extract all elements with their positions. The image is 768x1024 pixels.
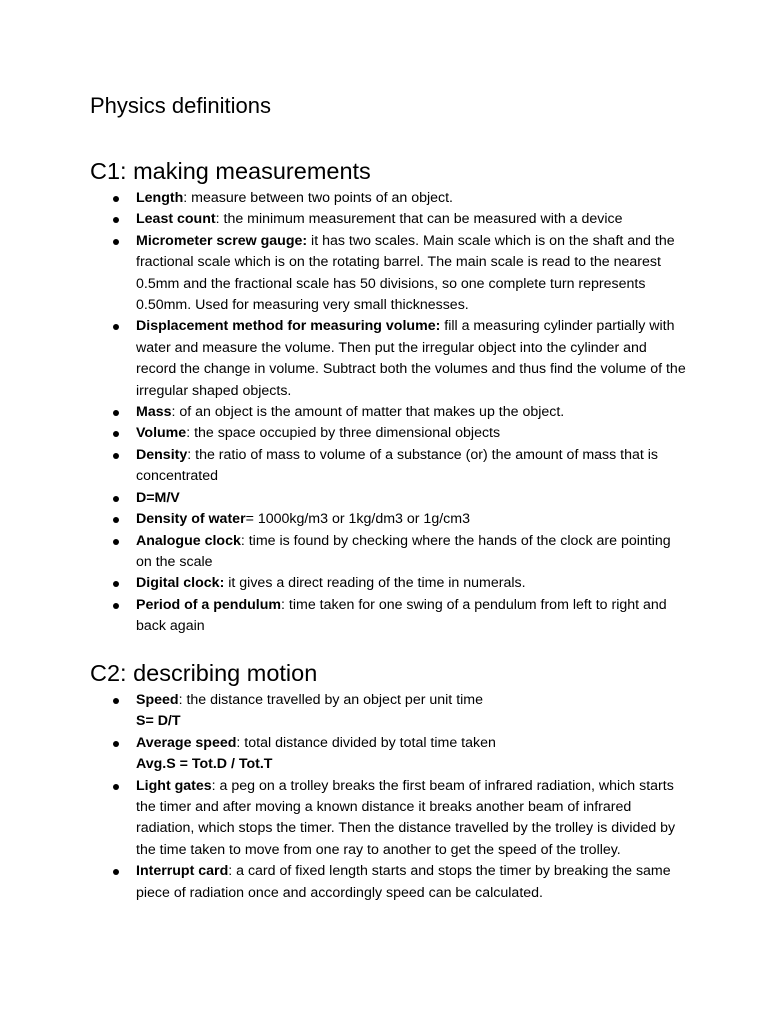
definition-list <box>90 188 690 638</box>
definition-text: : measure between two points of an object. <box>183 190 454 206</box>
definition-term: Displacement method for measuring volume: <box>136 318 441 335</box>
bullet-icon <box>113 698 119 704</box>
list-item <box>90 531 690 574</box>
definition-text: : the distance travelled by an object per unit time <box>178 692 483 708</box>
definition-text: = 1000kg/m3 or 1kg/dm3 or 1g/cm3 <box>245 511 470 528</box>
definition-term: Length <box>136 190 184 206</box>
bullet-icon <box>113 217 119 223</box>
definition-term: Density of water <box>136 511 246 528</box>
definition-text: : time is found by checking where the hands of the clock are pointing on the scale <box>136 532 671 570</box>
bullet-icon <box>113 539 119 545</box>
list-item <box>90 776 690 862</box>
definition-text: : the minimum measurement that can be measured with a device <box>215 211 623 228</box>
list-item <box>90 690 690 733</box>
bullet-icon <box>113 517 119 523</box>
bullet-icon <box>113 741 119 747</box>
bullet-icon <box>113 496 119 502</box>
list-item <box>90 445 690 488</box>
list-item <box>90 209 690 230</box>
definition-term: Interrupt card <box>136 863 229 880</box>
list-item <box>90 509 690 530</box>
bullet-icon <box>113 869 119 875</box>
bullet-icon <box>113 453 119 459</box>
definition-term: Average speed <box>136 734 237 751</box>
document-title: Physics definitions <box>90 93 271 118</box>
bullet-icon <box>113 196 119 202</box>
definition-text: : of an object is the amount of matter that makes up the object. <box>171 404 565 421</box>
definition-term: Light gates <box>136 777 212 794</box>
list-item <box>90 423 690 444</box>
definition-term: Density <box>136 446 188 463</box>
list-item <box>90 595 690 638</box>
definition-term: Analogue clock <box>136 532 241 549</box>
bullet-icon <box>113 410 119 416</box>
definition-text: it gives a direct reading of the time in numerals. <box>224 575 526 592</box>
list-item <box>90 402 690 423</box>
list-item <box>90 316 690 402</box>
definition-text: : a peg on a trolley breaks the first beam of infrared radiation, which starts the timer and after moving a known distance it breaks another beam of infrared radiation, which stops the timer. Then the distance travelled by the trolley is divided by the time taken to move from one ray to another to get the speed of the trolley. <box>136 777 676 858</box>
definition-term: Volume <box>136 425 187 442</box>
definition-text: fill a measuring cylinder partially with water and measure the volume. Then put the irregular object into the cylinder and record the change in volume. Subtract both the volumes and thus find the volume of the irregular shaped objects. <box>136 318 686 399</box>
definition-term: Mass <box>136 404 172 421</box>
bullet-icon <box>113 239 119 245</box>
section-c2-describing-motion <box>90 658 690 904</box>
list-item <box>90 231 690 317</box>
bullet-icon <box>113 324 119 330</box>
section-heading: C1: making measurements <box>90 158 371 184</box>
formula: S= D/T <box>136 713 181 730</box>
definition-list <box>90 690 690 904</box>
list-item <box>90 573 690 594</box>
definition-text: : a card of fixed length starts and stops the timer by breaking the same piece of radiation once and accordingly speed can be calculated. <box>136 863 671 901</box>
definition-text: : the ratio of mass to volume of a substance (or) the amount of mass that is concentrated <box>136 446 659 485</box>
definition-term: Digital clock: <box>136 575 225 592</box>
list-item <box>90 188 690 209</box>
definition-text: : time taken for one swing of a pendulum from left to right and back again <box>136 596 667 635</box>
list-item <box>90 488 690 509</box>
definition-term: Least count <box>136 211 216 228</box>
section-heading: C2: describing motion <box>90 660 318 686</box>
definition-term: Period of a pendulum <box>136 596 282 613</box>
bullet-icon <box>113 603 119 609</box>
definition-term: Speed <box>136 692 179 708</box>
list-item <box>90 733 690 776</box>
definition-text: it has two scales. Main scale which is on the shaft and the fractional scale which is on the rotating barrel. The main scale is read to the nearest 0.5mm and the fractional scale has 50 divisions, so one complete turn represents 0.50mm. Used for measuring very small thicknesses. <box>136 232 675 314</box>
formula: Avg.S = Tot.D / Tot.T <box>136 756 273 773</box>
definition-text: : the space occupied by three dimensional objects <box>186 425 501 442</box>
bullet-icon <box>113 581 119 587</box>
bullet-icon <box>113 431 119 437</box>
definition-text: : total distance divided by total time taken <box>236 734 496 751</box>
list-item <box>90 861 690 904</box>
definition-term: Micrometer screw gauge: <box>136 232 308 249</box>
definition-term: D=M/V <box>136 489 180 506</box>
bullet-icon <box>113 784 119 790</box>
section-c1-making-measurements <box>90 156 690 638</box>
